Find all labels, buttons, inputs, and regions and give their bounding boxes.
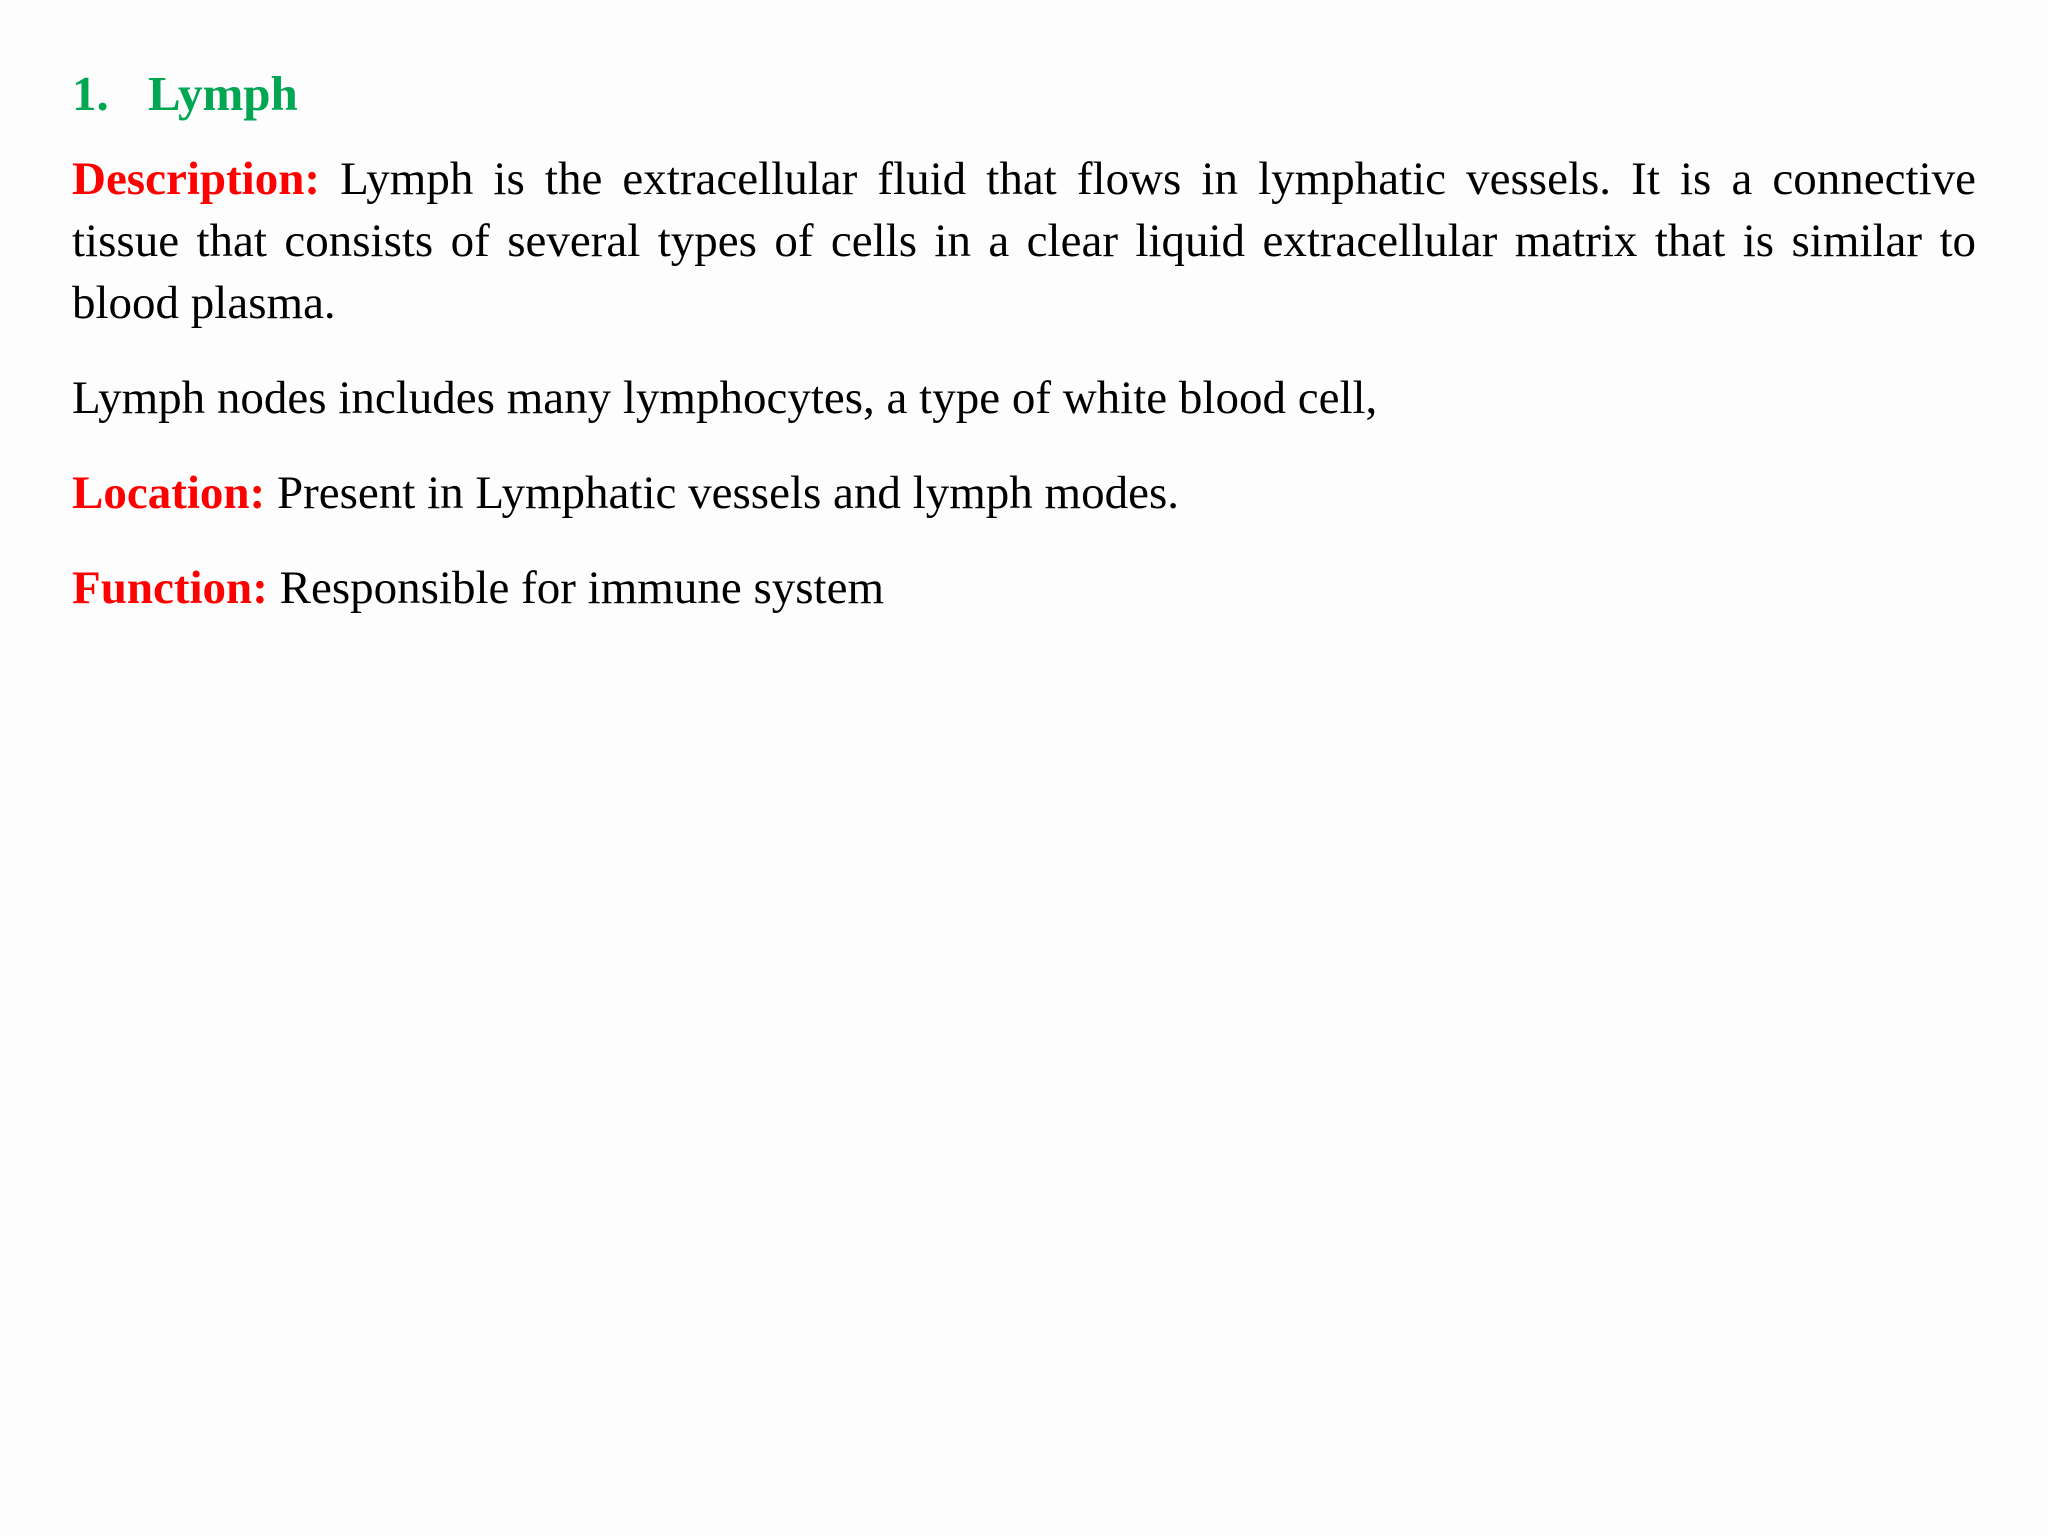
description-label: Description: (72, 153, 321, 205)
lymph-nodes-paragraph (72, 367, 1976, 429)
description-text: Lymph is the extracellular fluid that flows in lymphatic vessels. It is a connective tissue that consists of several types of cells in a clear liquid extracellular matrix that is similar to blood plasma. (72, 153, 1976, 329)
location-paragraph (72, 462, 1976, 524)
function-text: Responsible for immune system (279, 562, 885, 614)
heading-number: 1. (72, 66, 109, 121)
function-label: Function: (72, 562, 268, 614)
lymph-nodes-text: Lymph nodes includes many lymphocytes, a type of white blood cell, (72, 372, 1378, 424)
section-heading (72, 58, 1976, 130)
location-label: Location: (72, 467, 266, 519)
location-text: Present in Lymphatic vessels and lymph modes. (276, 467, 1179, 519)
function-paragraph (72, 557, 1976, 619)
slide-content (72, 58, 1976, 652)
description-paragraph (72, 148, 1976, 334)
heading-title: Lymph (148, 66, 298, 121)
